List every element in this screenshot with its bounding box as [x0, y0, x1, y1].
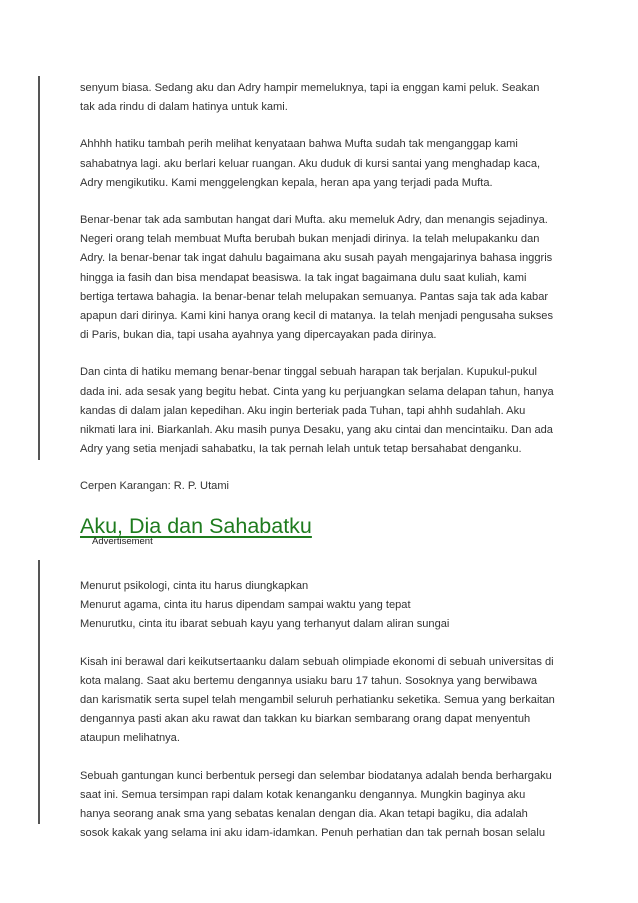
- text-line: Cerpen Karangan: R. P. Utami: [80, 480, 230, 493]
- text-line: Kisah ini berawal dari keikutsertaanku dalam sebuah olimpiade ekonomi di sebuah universitas di: [80, 655, 554, 668]
- text-line: ataupun melihatnya.: [80, 732, 180, 745]
- text-line: senyum biasa. Sedang aku dan Adry hampir memeluknya, tapi ia enggan kami peluk. Seakan: [80, 82, 540, 94]
- text-line: dan karismatik serta supel telah mengambil seluruh perhatianku seketika. Semua yang berkaitan: [80, 694, 555, 707]
- text-line: Adry. Ia benar-benar tak ingat dahulu bagaimana aku susah payah mengajarinya bahasa inggris: [80, 252, 553, 265]
- text-line: kandas di dalam jalan kepedihan. Aku ingin berteriak pada Tuhan, tapi ahhh sudahlah. Aku: [80, 404, 526, 417]
- text-line: apapun dari dirinya. Kami kini hanya orang kecil di matanya. Ia telah menjadi pengusaha sukses: [80, 310, 554, 323]
- text-line: kota malang. Saat aku bertemu dengannya usiaku baru 17 tahun. Sosoknya yang berwibawa: [80, 674, 537, 687]
- text-line: Menurut agama, cinta itu harus dipendam sampai waktu yang tepat: [80, 599, 411, 612]
- article-header: [80, 512, 564, 548]
- paragraph: [80, 79, 564, 117]
- paragraph: [80, 211, 564, 345]
- paragraph: [80, 135, 564, 193]
- paragraph: [80, 653, 564, 749]
- text-line: Sebuah gantungan kunci berbentuk persegi dan selembar biodatanya adalah benda berhargaku: [80, 769, 552, 782]
- text-line: saat ini. Semua tersimpan rapi dalam kotak kenanganku dengannya. Mungkin baginya aku: [80, 788, 526, 801]
- text-line: Dan cinta di hatiku memang benar-benar tinggal sebuah harapan tak berjalan. Kupukul-pukul: [80, 366, 537, 379]
- text-line: hingga ia fasih dan bisa mendapat beasiswa. Ia tak ingat bagaimana dulu saat kuliah, kami: [80, 271, 527, 284]
- text-line: di Paris, bukan dia, tapi usaha ayahnya yang dipercayakan pada dirinya.: [80, 329, 437, 342]
- paragraph: [80, 577, 564, 635]
- text-line: Benar-benar tak ada sambutan hangat dari Mufta. aku memeluk Adry, dan menangis sejadinya.: [80, 214, 548, 227]
- text-line: tak ada rindu di dalam hatinya untuk kami.: [80, 101, 288, 114]
- text-line: Menurutku, cinta itu ibarat sebuah kayu yang terhanyut dalam aliran sungai: [80, 618, 450, 631]
- text-line: bertiga tertawa bahagia. Ia benar-benar telah melupakan semuanya. Pantas saja tak ada kabar: [80, 290, 549, 303]
- text-line: dengannya pasti akan aku rawat dan takkan ku biarkan sembarang orang dapat menyentuh: [80, 713, 531, 726]
- paragraph: [80, 767, 564, 844]
- text-line: dada ini. ada sesak yang begitu hebat. Cinta yang ku perjuangkan selama delapan tahun, hanya: [80, 385, 554, 398]
- text-line: Adry mengikutiku. Kami menggelengkan kepala, heran apa yang terjadi pada Mufta.: [80, 176, 493, 189]
- advertisement-label: Advertisement: [92, 536, 153, 547]
- text-line: sahabatnya lagi. aku berlari keluar ruangan. Aku duduk di kursi santai yang menghadap kaca,: [80, 157, 541, 170]
- story-continuation: [80, 79, 564, 515]
- paragraph: [80, 477, 564, 496]
- article-body: [80, 577, 564, 861]
- margin-bar: [38, 76, 40, 460]
- text-line: Ahhhh hatiku tambah perih melihat kenyataan bahwa Mufta sudah tak menganggap kami: [80, 138, 518, 151]
- text-line: sosok kakak yang selama ini aku idam-idamkan. Penuh perhatian dan tak pernah bosan selalu: [80, 827, 545, 840]
- margin-bar: [38, 560, 40, 824]
- text-line: hanya seorang anak sma yang sebatas kenalan dengan dia. Akan tetapi bagiku, dia adalah: [80, 808, 528, 821]
- article-title-link[interactable]: Aku, Dia dan Sahabatku: [80, 514, 312, 538]
- text-line: Menurut psikologi, cinta itu harus diungkapkan: [80, 580, 309, 592]
- paragraph: [80, 363, 564, 459]
- text-line: nikmati lara ini. Biarkanlah. Aku masih punya Desaku, yang aku cintai dan mencintaiku. Dan ada: [80, 424, 553, 437]
- text-line: Negeri orang telah membuat Mufta berubah bukan menjadi dirinya. Ia telah melupakanku dan: [80, 233, 540, 246]
- text-line: Adry yang setia menjadi sahabatku, Ia tak pernah lelah untuk tetap bersahabat denganku.: [80, 443, 522, 456]
